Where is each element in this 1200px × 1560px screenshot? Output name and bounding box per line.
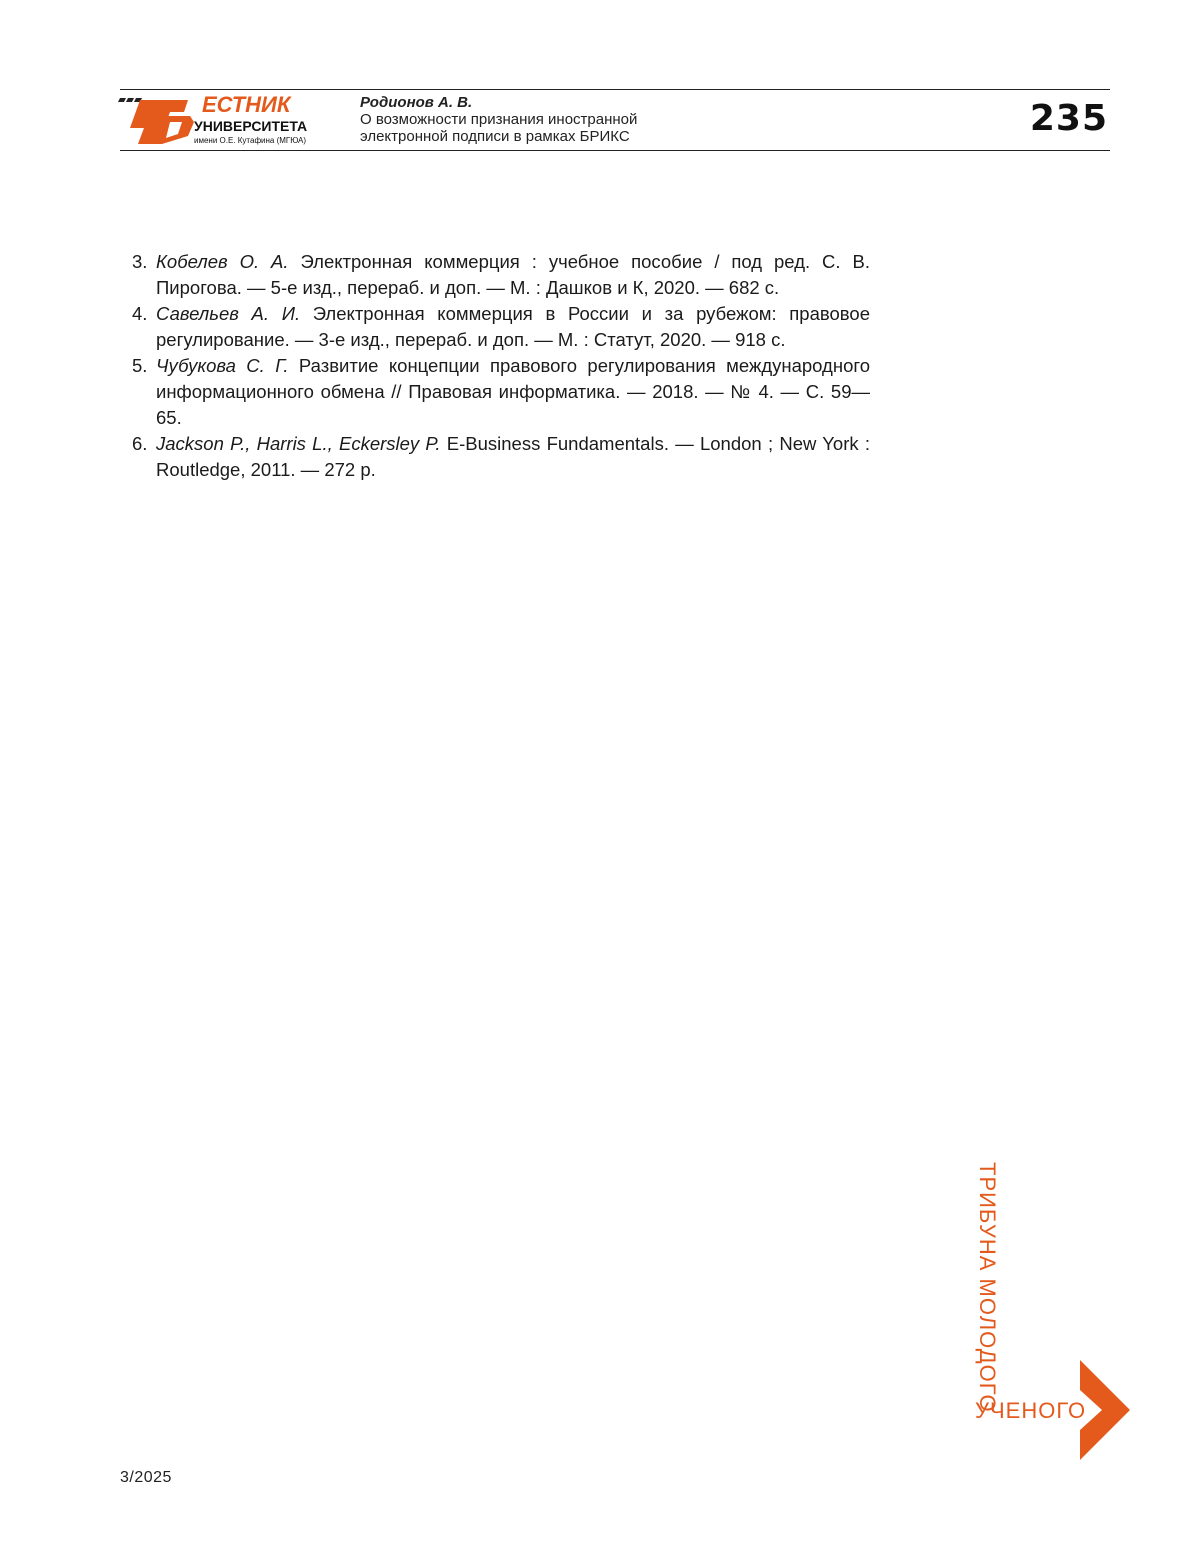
reference-text: E-Business Fundamentals. — London ; New York : Routledge, 2011. — 272 p. [156, 433, 870, 480]
reference-item [132, 353, 870, 431]
reference-author: Jackson P., Harris L., Eckersley P. [156, 433, 441, 454]
header-rule-top [120, 89, 1110, 90]
reference-text: Электронная коммерция : учебное пособие / под ред. С. В. Пирогова. — 5-е изд., перераб. и доп. — М. : Дашков и К, 2020. — 682 с. [156, 251, 870, 298]
reference-item [132, 249, 870, 301]
section-arrow-icon [1072, 1360, 1132, 1460]
reference-author: Кобелев О. А. [156, 251, 289, 272]
section-label-bottom: УЧЕНОГО [975, 1398, 1087, 1423]
reference-number: 3. [132, 251, 148, 272]
reference-author: Савельев А. И. [156, 303, 301, 324]
reference-number: 4. [132, 303, 148, 324]
header-rule-bottom [120, 150, 1110, 151]
header-title-line-2: электронной подписи в рамках БРИКС [360, 128, 630, 145]
page-number: 235 [1029, 98, 1108, 139]
reference-text: Электронная коммерция в России и за рубежом: правовое регулирование. — 3-е изд., перераб. и доп. — М. : Статут, 2020. — 918 с. [156, 303, 870, 350]
journal-logo [118, 92, 323, 148]
reference-item [132, 301, 870, 353]
issue-number: 3/2025 [120, 1469, 172, 1486]
logo-name: имени О.Е. Кутафина (МГЮА) [194, 136, 307, 145]
header-title-line-1: О возможности признания иностранной [360, 111, 638, 128]
reference-number: 5. [132, 355, 148, 376]
reference-number: 6. [132, 433, 148, 454]
section-label-vertical: ТРИБУНА МОЛОДОГО [975, 1162, 1000, 1413]
reference-item [132, 431, 870, 483]
reference-author: Чубукова С. Г. [156, 355, 289, 376]
running-header [360, 94, 637, 145]
logo-word: ЕСТНИК [202, 92, 291, 117]
journal-logo-graphic [118, 92, 323, 148]
reference-list [132, 249, 870, 483]
reference-text: Развитие концепции правового регулирования международного информационного обмена // Правовая информатика. — 2018. — № 4. — С. 59—65. [156, 355, 870, 428]
logo-university: УНИВЕРСИТЕТА [194, 118, 308, 134]
header-author: Родионов А. В. [360, 94, 473, 111]
